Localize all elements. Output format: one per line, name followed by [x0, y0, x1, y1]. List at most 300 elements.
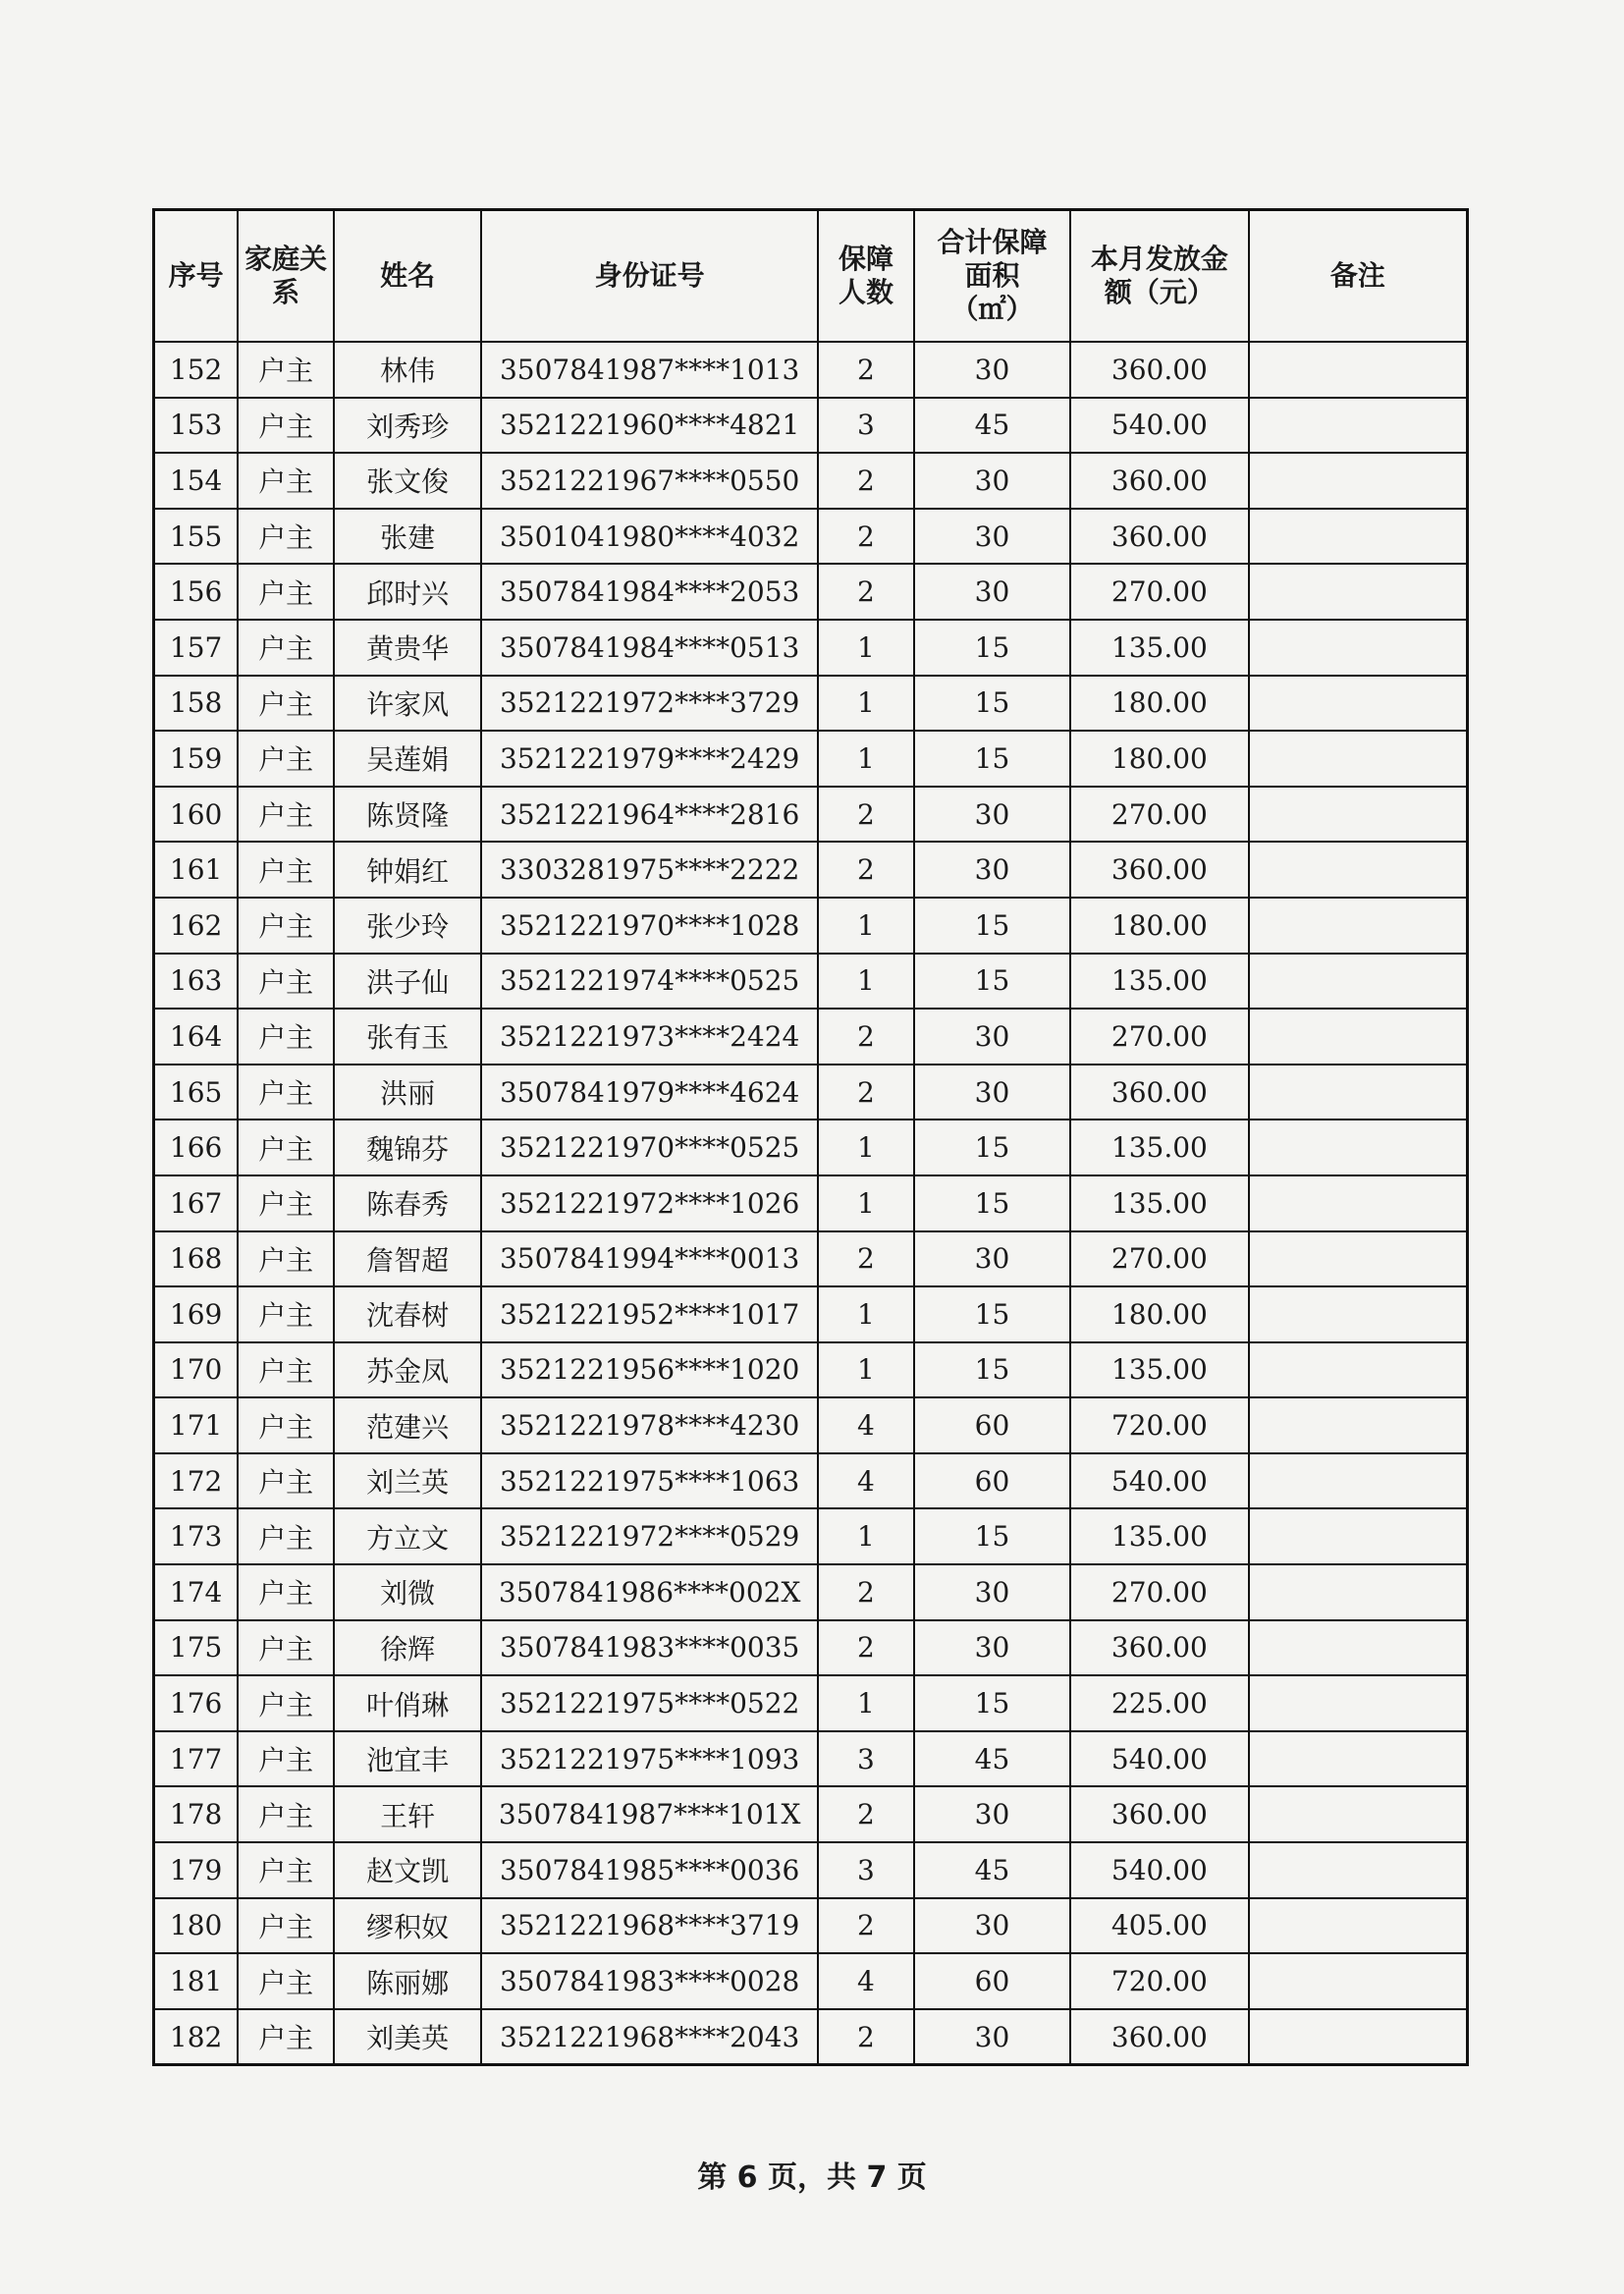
cell-id: 3507841979****4624: [481, 1065, 818, 1120]
cell-area: 30: [914, 1786, 1070, 1842]
header-seq: 序号: [154, 210, 239, 343]
cell-name: 洪子仙: [334, 954, 481, 1010]
cell-seq: 178: [154, 1786, 239, 1842]
cell-amount: 135.00: [1070, 1175, 1248, 1231]
cell-amount: 360.00: [1070, 509, 1248, 565]
cell-persons: 2: [818, 1231, 914, 1287]
cell-seq: 171: [154, 1397, 239, 1453]
page-footer: [0, 2153, 1624, 2196]
cell-amount: 180.00: [1070, 1286, 1248, 1342]
cell-amount: 360.00: [1070, 342, 1248, 398]
cell-area: 45: [914, 398, 1070, 454]
cell-relation: 户主: [238, 842, 334, 898]
cell-seq: 172: [154, 1453, 239, 1509]
cell-name: 刘秀珍: [334, 398, 481, 454]
header-amount: [1070, 210, 1248, 343]
cell-id: 3501041980****4032: [481, 509, 818, 565]
cell-id: 3521221967****0550: [481, 453, 818, 509]
cell-seq: 167: [154, 1175, 239, 1231]
cell-name: 张建: [334, 509, 481, 565]
cell-amount: 360.00: [1070, 453, 1248, 509]
table-row: [154, 787, 1468, 843]
cell-amount: 720.00: [1070, 1397, 1248, 1453]
cell-seq: 179: [154, 1842, 239, 1898]
cell-amount: 540.00: [1070, 1731, 1248, 1787]
cell-persons: 2: [818, 1564, 914, 1620]
cell-seq: 155: [154, 509, 239, 565]
cell-relation: 户主: [238, 453, 334, 509]
cell-persons: 2: [818, 342, 914, 398]
cell-persons: 1: [818, 954, 914, 1010]
cell-relation: 户主: [238, 1620, 334, 1676]
table-row: [154, 1731, 1468, 1787]
cell-id: 3521221978****4230: [481, 1397, 818, 1453]
cell-remark: [1249, 787, 1468, 843]
cell-seq: 170: [154, 1342, 239, 1398]
cell-amount: 135.00: [1070, 1120, 1248, 1175]
cell-name: 刘微: [334, 1564, 481, 1620]
cell-area: 30: [914, 1564, 1070, 1620]
roster-body: [154, 342, 1468, 2065]
cell-id: 3521221952****1017: [481, 1286, 818, 1342]
table-row: [154, 1397, 1468, 1453]
cell-amount: 135.00: [1070, 1508, 1248, 1564]
cell-remark: [1249, 1231, 1468, 1287]
cell-area: 15: [914, 1286, 1070, 1342]
table-row: [154, 1564, 1468, 1620]
cell-id: 3507841983****0035: [481, 1620, 818, 1676]
cell-seq: 158: [154, 676, 239, 732]
cell-area: 60: [914, 1453, 1070, 1509]
cell-name: 洪丽: [334, 1065, 481, 1120]
cell-relation: 户主: [238, 1731, 334, 1787]
table-row: [154, 1786, 1468, 1842]
cell-remark: [1249, 509, 1468, 565]
cell-persons: 2: [818, 1898, 914, 1954]
cell-remark: [1249, 342, 1468, 398]
cell-name: 池宜丰: [334, 1731, 481, 1787]
cell-id: 3507841994****0013: [481, 1231, 818, 1287]
table-row: [154, 1175, 1468, 1231]
cell-relation: 户主: [238, 2009, 334, 2065]
cell-remark: [1249, 1508, 1468, 1564]
cell-name: 苏金凤: [334, 1342, 481, 1398]
cell-name: 吴莲娟: [334, 731, 481, 787]
cell-name: 方立文: [334, 1508, 481, 1564]
table-row: [154, 1342, 1468, 1398]
cell-amount: 405.00: [1070, 1898, 1248, 1954]
cell-relation: 户主: [238, 1175, 334, 1231]
cell-id: 3521221975****1093: [481, 1731, 818, 1787]
cell-area: 30: [914, 1009, 1070, 1065]
table-row: [154, 564, 1468, 620]
cell-amount: 225.00: [1070, 1675, 1248, 1731]
cell-persons: 1: [818, 1120, 914, 1175]
cell-seq: 159: [154, 731, 239, 787]
cell-area: 60: [914, 1397, 1070, 1453]
cell-id: 3507841986****002X: [481, 1564, 818, 1620]
table-row: [154, 2009, 1468, 2065]
cell-persons: 3: [818, 398, 914, 454]
cell-persons: 3: [818, 1842, 914, 1898]
cell-relation: 户主: [238, 898, 334, 954]
cell-relation: 户主: [238, 954, 334, 1010]
table-row: [154, 509, 1468, 565]
cell-relation: 户主: [238, 1508, 334, 1564]
cell-area: 15: [914, 898, 1070, 954]
cell-area: 15: [914, 731, 1070, 787]
cell-relation: 户主: [238, 1120, 334, 1175]
cell-name: 范建兴: [334, 1397, 481, 1453]
cell-name: 赵文凯: [334, 1842, 481, 1898]
cell-seq: 156: [154, 564, 239, 620]
cell-area: 45: [914, 1731, 1070, 1787]
cell-seq: 164: [154, 1009, 239, 1065]
cell-relation: 户主: [238, 620, 334, 676]
cell-name: 叶俏琳: [334, 1675, 481, 1731]
cell-remark: [1249, 1453, 1468, 1509]
cell-persons: 2: [818, 564, 914, 620]
table-row: [154, 1286, 1468, 1342]
cell-persons: 3: [818, 1731, 914, 1787]
cell-persons: 1: [818, 620, 914, 676]
table-row: [154, 398, 1468, 454]
cell-area: 15: [914, 1675, 1070, 1731]
cell-name: 陈春秀: [334, 1175, 481, 1231]
cell-seq: 163: [154, 954, 239, 1010]
cell-name: 许家风: [334, 676, 481, 732]
cell-id: 3521221974****0525: [481, 954, 818, 1010]
cell-area: 45: [914, 1842, 1070, 1898]
cell-relation: 户主: [238, 787, 334, 843]
cell-area: 30: [914, 2009, 1070, 2065]
cell-relation: 户主: [238, 1065, 334, 1120]
cell-seq: 182: [154, 2009, 239, 2065]
cell-remark: [1249, 1342, 1468, 1398]
cell-amount: 540.00: [1070, 1453, 1248, 1509]
cell-amount: 360.00: [1070, 1065, 1248, 1120]
cell-seq: 169: [154, 1286, 239, 1342]
cell-id: 3521221975****0522: [481, 1675, 818, 1731]
header-id: 身份证号: [481, 210, 818, 343]
cell-relation: 户主: [238, 731, 334, 787]
cell-remark: [1249, 620, 1468, 676]
table-row: [154, 1508, 1468, 1564]
cell-persons: 2: [818, 509, 914, 565]
table-row: [154, 1675, 1468, 1731]
cell-seq: 173: [154, 1508, 239, 1564]
cell-amount: 540.00: [1070, 398, 1248, 454]
table-row: [154, 954, 1468, 1010]
table-row: [154, 1842, 1468, 1898]
cell-area: 30: [914, 1898, 1070, 1954]
cell-relation: 户主: [238, 398, 334, 454]
cell-area: 15: [914, 1175, 1070, 1231]
cell-seq: 153: [154, 398, 239, 454]
cell-name: 张少玲: [334, 898, 481, 954]
table-row: [154, 1065, 1468, 1120]
cell-remark: [1249, 398, 1468, 454]
cell-amount: 360.00: [1070, 2009, 1248, 2065]
cell-name: 陈贤隆: [334, 787, 481, 843]
cell-remark: [1249, 731, 1468, 787]
cell-id: 3507841984****2053: [481, 564, 818, 620]
cell-relation: 户主: [238, 676, 334, 732]
cell-relation: 户主: [238, 1231, 334, 1287]
cell-area: 15: [914, 1120, 1070, 1175]
cell-name: 张有玉: [334, 1009, 481, 1065]
cell-id: 3507841987****101X: [481, 1786, 818, 1842]
table-row: [154, 842, 1468, 898]
cell-id: 3521221960****4821: [481, 398, 818, 454]
cell-persons: 2: [818, 1620, 914, 1676]
cell-area: 15: [914, 1342, 1070, 1398]
cell-id: 3303281975****2222: [481, 842, 818, 898]
header-remark: 备注: [1249, 210, 1468, 343]
cell-name: 黄贵华: [334, 620, 481, 676]
subsidy-roster-table: [152, 208, 1469, 2066]
table-row: [154, 676, 1468, 732]
table-row: [154, 1120, 1468, 1175]
cell-seq: 162: [154, 898, 239, 954]
cell-id: 3521221964****2816: [481, 787, 818, 843]
cell-persons: 4: [818, 1397, 914, 1453]
header-persons: [818, 210, 914, 343]
cell-relation: 户主: [238, 1009, 334, 1065]
cell-remark: [1249, 1675, 1468, 1731]
cell-seq: 161: [154, 842, 239, 898]
cell-amount: 270.00: [1070, 564, 1248, 620]
table-row: [154, 342, 1468, 398]
cell-id: 3521221979****2429: [481, 731, 818, 787]
cell-remark: [1249, 898, 1468, 954]
header-relation: [238, 210, 334, 343]
cell-seq: 160: [154, 787, 239, 843]
cell-remark: [1249, 453, 1468, 509]
cell-relation: 户主: [238, 1786, 334, 1842]
cell-name: 缪积奴: [334, 1898, 481, 1954]
cell-persons: 1: [818, 1508, 914, 1564]
cell-remark: [1249, 1286, 1468, 1342]
header-relation-line2: 系: [272, 276, 300, 308]
cell-amount: 270.00: [1070, 1231, 1248, 1287]
cell-seq: 152: [154, 342, 239, 398]
header-area-line2: 面积: [964, 259, 1020, 292]
cell-persons: 1: [818, 1175, 914, 1231]
cell-amount: 360.00: [1070, 842, 1248, 898]
cell-remark: [1249, 842, 1468, 898]
cell-amount: 180.00: [1070, 731, 1248, 787]
cell-seq: 180: [154, 1898, 239, 1954]
cell-name: 詹智超: [334, 1231, 481, 1287]
cell-amount: 270.00: [1070, 1564, 1248, 1620]
cell-area: 30: [914, 787, 1070, 843]
cell-remark: [1249, 1731, 1468, 1787]
cell-relation: 户主: [238, 1453, 334, 1509]
table-row: [154, 1453, 1468, 1509]
cell-seq: 181: [154, 1953, 239, 2009]
table-row: [154, 1231, 1468, 1287]
cell-name: 张文俊: [334, 453, 481, 509]
cell-amount: 270.00: [1070, 1009, 1248, 1065]
cell-relation: 户主: [238, 1675, 334, 1731]
header-persons-line2: 人数: [838, 276, 893, 308]
cell-id: 3521221970****1028: [481, 898, 818, 954]
header-persons-line1: 保障: [838, 243, 893, 275]
cell-area: 15: [914, 620, 1070, 676]
cell-amount: 135.00: [1070, 1342, 1248, 1398]
cell-name: 刘兰英: [334, 1453, 481, 1509]
cell-seq: 176: [154, 1675, 239, 1731]
cell-relation: 户主: [238, 1898, 334, 1954]
cell-seq: 177: [154, 1731, 239, 1787]
cell-area: 30: [914, 1065, 1070, 1120]
cell-relation: 户主: [238, 564, 334, 620]
cell-area: 60: [914, 1953, 1070, 2009]
cell-name: 徐辉: [334, 1620, 481, 1676]
cell-id: 3521221968****2043: [481, 2009, 818, 2065]
cell-remark: [1249, 1953, 1468, 2009]
table-row: [154, 731, 1468, 787]
cell-persons: 2: [818, 453, 914, 509]
cell-remark: [1249, 1564, 1468, 1620]
cell-seq: 154: [154, 453, 239, 509]
cell-persons: 1: [818, 1342, 914, 1398]
cell-remark: [1249, 2009, 1468, 2065]
cell-remark: [1249, 1898, 1468, 1954]
cell-area: 15: [914, 676, 1070, 732]
cell-area: 30: [914, 342, 1070, 398]
cell-id: 3521221972****0529: [481, 1508, 818, 1564]
header-area-line1: 合计保障: [937, 226, 1048, 258]
cell-amount: 180.00: [1070, 676, 1248, 732]
cell-relation: 户主: [238, 1842, 334, 1898]
cell-amount: 135.00: [1070, 954, 1248, 1010]
cell-id: 3521221975****1063: [481, 1453, 818, 1509]
cell-area: 30: [914, 1620, 1070, 1676]
header-row: [154, 210, 1468, 343]
cell-persons: 1: [818, 731, 914, 787]
cell-amount: 720.00: [1070, 1953, 1248, 2009]
table-row: [154, 1009, 1468, 1065]
cell-seq: 175: [154, 1620, 239, 1676]
cell-relation: 户主: [238, 342, 334, 398]
cell-name: 陈丽娜: [334, 1953, 481, 2009]
cell-persons: 2: [818, 1009, 914, 1065]
cell-name: 邱时兴: [334, 564, 481, 620]
cell-id: 3521221973****2424: [481, 1009, 818, 1065]
cell-area: 30: [914, 453, 1070, 509]
cell-seq: 166: [154, 1120, 239, 1175]
table-row: [154, 1898, 1468, 1954]
cell-persons: 1: [818, 898, 914, 954]
cell-area: 30: [914, 842, 1070, 898]
cell-name: 魏锦芬: [334, 1120, 481, 1175]
table-row: [154, 898, 1468, 954]
cell-relation: 户主: [238, 1564, 334, 1620]
cell-relation: 户主: [238, 509, 334, 565]
header-area-line3: （㎡）: [950, 293, 1034, 325]
header-amount-line1: 本月发放金: [1090, 243, 1228, 275]
cell-amount: 180.00: [1070, 898, 1248, 954]
header-relation-line1: 家庭关: [244, 243, 328, 275]
cell-relation: 户主: [238, 1286, 334, 1342]
cell-persons: 1: [818, 1675, 914, 1731]
cell-area: 15: [914, 954, 1070, 1010]
cell-id: 3507841985****0036: [481, 1842, 818, 1898]
cell-persons: 2: [818, 2009, 914, 2065]
cell-amount: 360.00: [1070, 1620, 1248, 1676]
cell-persons: 1: [818, 676, 914, 732]
header-name: 姓名: [334, 210, 481, 343]
cell-seq: 168: [154, 1231, 239, 1287]
cell-amount: 135.00: [1070, 620, 1248, 676]
table-row: [154, 453, 1468, 509]
cell-id: 3521221968****3719: [481, 1898, 818, 1954]
cell-remark: [1249, 954, 1468, 1010]
cell-remark: [1249, 1120, 1468, 1175]
header-area: [914, 210, 1070, 343]
cell-seq: 157: [154, 620, 239, 676]
table-row: [154, 620, 1468, 676]
cell-area: 30: [914, 1231, 1070, 1287]
cell-amount: 540.00: [1070, 1842, 1248, 1898]
cell-persons: 4: [818, 1453, 914, 1509]
cell-area: 15: [914, 1508, 1070, 1564]
cell-area: 30: [914, 509, 1070, 565]
cell-name: 林伟: [334, 342, 481, 398]
cell-remark: [1249, 676, 1468, 732]
table-row: [154, 1953, 1468, 2009]
cell-remark: [1249, 1065, 1468, 1120]
cell-id: 3521221956****1020: [481, 1342, 818, 1398]
cell-remark: [1249, 1397, 1468, 1453]
page-number-label: 第 6 页，共 7 页: [697, 2160, 927, 2195]
cell-remark: [1249, 1620, 1468, 1676]
cell-seq: 165: [154, 1065, 239, 1120]
cell-relation: 户主: [238, 1953, 334, 2009]
cell-name: 刘美英: [334, 2009, 481, 2065]
cell-seq: 174: [154, 1564, 239, 1620]
cell-area: 30: [914, 564, 1070, 620]
cell-id: 3507841983****0028: [481, 1953, 818, 2009]
cell-persons: 4: [818, 1953, 914, 2009]
cell-amount: 270.00: [1070, 787, 1248, 843]
cell-name: 钟娟红: [334, 842, 481, 898]
cell-remark: [1249, 1842, 1468, 1898]
cell-id: 3521221972****1026: [481, 1175, 818, 1231]
cell-persons: 2: [818, 1065, 914, 1120]
cell-name: 沈春树: [334, 1286, 481, 1342]
cell-remark: [1249, 1786, 1468, 1842]
cell-remark: [1249, 564, 1468, 620]
cell-id: 3521221972****3729: [481, 676, 818, 732]
cell-remark: [1249, 1175, 1468, 1231]
cell-remark: [1249, 1009, 1468, 1065]
cell-id: 3521221970****0525: [481, 1120, 818, 1175]
cell-relation: 户主: [238, 1397, 334, 1453]
cell-persons: 2: [818, 1786, 914, 1842]
cell-id: 3507841987****1013: [481, 342, 818, 398]
cell-persons: 2: [818, 842, 914, 898]
cell-persons: 1: [818, 1286, 914, 1342]
cell-id: 3507841984****0513: [481, 620, 818, 676]
cell-relation: 户主: [238, 1342, 334, 1398]
header-amount-line2: 额（元）: [1104, 276, 1215, 308]
cell-persons: 2: [818, 787, 914, 843]
cell-name: 王轩: [334, 1786, 481, 1842]
table-row: [154, 1620, 1468, 1676]
